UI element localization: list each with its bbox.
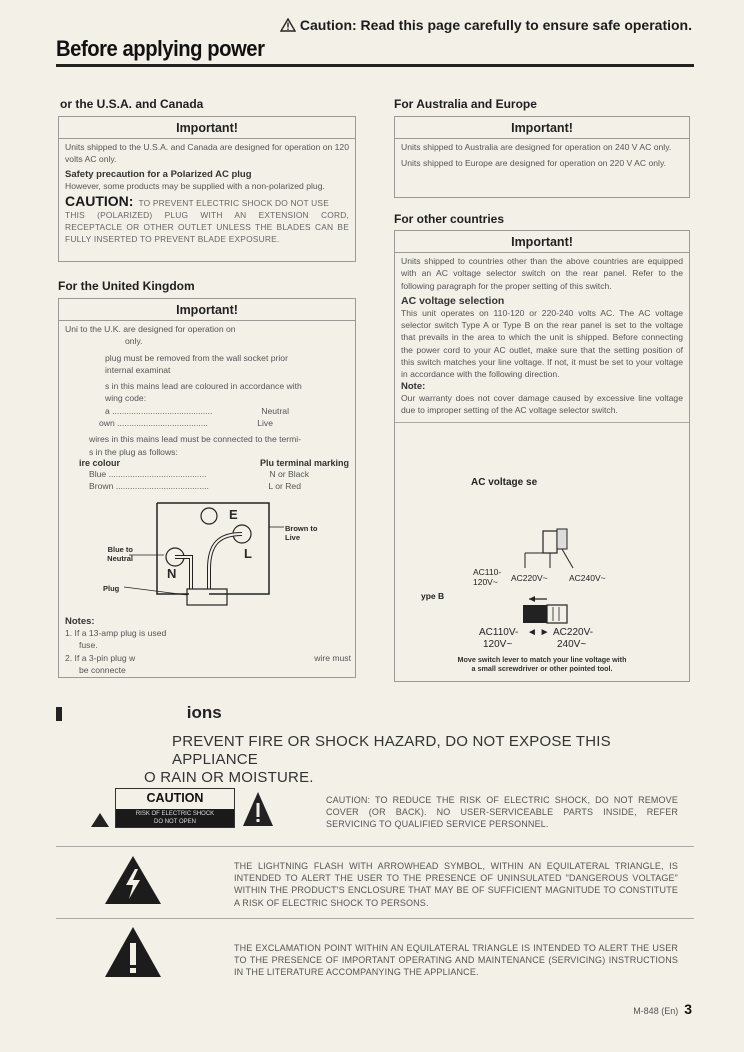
uk-row4 [65, 480, 349, 492]
title-rule [56, 64, 694, 67]
section-divider [56, 918, 694, 919]
box-divider [59, 138, 355, 139]
box-divider [59, 320, 355, 321]
type-b-right-line1: AC220V- [553, 627, 594, 638]
other-heading: For other countries [394, 212, 505, 226]
uk-row2 [65, 417, 349, 429]
page-footer [633, 1001, 692, 1017]
uk-line7: wires in this mains lead must be connected to the termi- [89, 434, 302, 445]
uk-box-title: Important! [176, 303, 238, 317]
safety-title-text: ions [186, 703, 222, 722]
uk-note2: 2. If a 3-pin plug w [65, 652, 136, 663]
type-b-selector-switch [517, 593, 577, 627]
small-lightning-triangle-icon [90, 812, 110, 828]
usa-subhead: Safety precaution for a Polarized AC plug [65, 168, 252, 180]
uk-line5: s in this mains lead are coloured in accordance with [105, 381, 302, 392]
caution-label-band2: DO NOT OPEN [154, 819, 196, 825]
aus-box-title: Important! [511, 121, 573, 135]
torn-glyph [56, 707, 62, 721]
other-box-title: Important! [511, 235, 573, 249]
other-note-head: Note: [401, 380, 426, 392]
live-terminal-label: L [244, 546, 252, 561]
caution-label-title: CAUTION [146, 791, 204, 805]
other-note-text: Our warranty does not cover damage caused by excessive line voltage due to improper setting of the AC voltage selector switch. [401, 392, 683, 415]
usa-heading: or the U.S.A. and Canada [60, 97, 204, 111]
uk-note2b: wire must [314, 652, 351, 663]
usa-caution-text2: THIS (POLARIZED) PLUG WITH AN EXTENSION CORD, RECEPTACLE OR OTHER OUTLET UNLESS THE BLADES CAN BE FULLY INSERTED TO PREVENT BLADE EXPOSURE. [65, 209, 349, 244]
page-number: 3 [684, 1001, 692, 1017]
lightning-warning-text: THE LIGHTNING FLASH WITH ARROWHEAD SYMBOL, WITHIN AN EQUILATERAL TRIANGLE, IS INTENDED TO ALERT THE USER TO THE PRESENCE OF UNINSULATED "DANGEROUS VOLTAGE" WITHIN THE PRODUCT'S ENCLOSURE THAT MAY BE OF SUFFICIENT MAGNITUDE TO CONSTITUTE A RISK OF ELECTRIC SHOCK TO PERSONS. [234, 861, 678, 908]
uk-note2c: be connecte [79, 664, 126, 675]
caution-banner [280, 17, 692, 33]
uk-line3: plug must be removed from the wall socket prior [105, 352, 288, 363]
uk-row1-left: a .......................................... [105, 405, 213, 416]
other-text2: This unit operates on 110-120 or 220-240 volts AC. The AC voltage selector switch Type A or Type B on the rear panel is set to the voltage that prevails in the area to which the unit is shipped. Before connecting the power cord to your AC outlet, make sure that the setting position of this switch matches your line voltage. If not, it must be set to your voltage in accordance with the following direction. [401, 307, 683, 380]
uk-row4-right: L or Red [268, 481, 301, 492]
switch-instruction-line2: a small screwdriver or other pointed tool. [471, 664, 613, 673]
hazard-warning [144, 733, 692, 787]
warning-triangle-icon [280, 18, 296, 32]
other-text1: Units shipped to countries other than the above countries are equipped with an AC voltage selector switch on the rear panel. Refer to the following paragraph for the proper setting of this switch. [401, 256, 683, 291]
hazard-line2: O RAIN OR MOISTURE. [144, 769, 314, 786]
caution-label-band [116, 809, 234, 827]
neutral-terminal-label: N [167, 566, 177, 581]
uk-important-box [58, 298, 356, 678]
uk-col-head-left: ire colour [79, 457, 121, 468]
lightning-triangle-icon [104, 855, 162, 905]
brown-live-label: Brown to Live [285, 524, 318, 542]
blue-neutral-label: Blue to Neutral [107, 545, 133, 563]
uk-col-head-right: Plu terminal marking [259, 457, 349, 468]
uk-line8: s in the plug as follows: [89, 446, 178, 457]
uk-col-head [65, 458, 349, 468]
caution-remove-cover-text: CAUTION: TO REDUCE THE RISK OF ELECTRIC SHOCK, DO NOT REMOVE COVER (OR BACK). NO USER-SERVICEABLE PARTS INSIDE, REFER SERVICING TO QUALIFIED SERVICE PERSONNEL. [326, 795, 678, 830]
box-divider [395, 138, 689, 139]
aus-text1: Units shipped to Australia are designed for operation on 240 V AC only. [401, 142, 672, 152]
uk-note2-row [65, 652, 351, 664]
type-b-left-line1: AC110V- [479, 627, 519, 638]
box-divider [395, 252, 689, 253]
other-important-box [394, 230, 690, 682]
box-divider [395, 422, 689, 423]
type-a-left-line2: 120V~ [473, 577, 498, 587]
usa-text1: Units shipped to the U.S.A. and Canada are designed for operation on 120 volts AC only. [65, 142, 349, 165]
uk-row1 [65, 405, 349, 417]
uk-line4: internal examinat [105, 364, 171, 375]
type-b-label: ype B [421, 591, 445, 601]
exclamation-warning-text: THE EXCLAMATION POINT WITHIN AN EQUILATERAL TRIANGLE IS INTENDED TO ALERT THE USER TO THE PRESENCE OF IMPORTANT OPERATING AND MAINTENANCE (SERVICING) INSTRUCTIONS IN THE LITERATURE ACCOMPANYING THE APPLIANCE. [234, 943, 678, 978]
type-b-right-label [553, 627, 593, 651]
type-a-left-label [473, 567, 501, 587]
model-code: M-848 (En) [633, 1006, 679, 1016]
usa-caution-text1: TO PREVENT ELECTRIC SHOCK DO NOT USE [138, 197, 329, 208]
switch-instruction-line1: Move switch lever to match your line voltage with [457, 655, 627, 664]
uk-note1b: fuse. [79, 640, 98, 651]
usa-important-box [58, 116, 356, 262]
caution-banner-text: Caution: Read this page carefully to ensure safe operation. [299, 17, 692, 33]
usa-caution-word: CAUTION: [65, 192, 134, 209]
exclamation-large-triangle-icon [104, 926, 162, 978]
usa-box-title: Important! [176, 121, 238, 135]
switch-instruction [395, 655, 689, 673]
uk-note1: 1. If a 13-amp plug is used [65, 628, 167, 638]
aus-text2: Units shipped to Europe are designed for operation on 220 V AC only. [401, 158, 666, 169]
usa-text2: However, some products may be supplied with a non-polarized plug. [65, 180, 325, 191]
uk-row1-right: Neutral [261, 405, 289, 416]
section-divider [56, 846, 694, 847]
hazard-line1: PREVENT FIRE OR SHOCK HAZARD, DO NOT EXPOSE THIS APPLIANCE [172, 733, 611, 768]
aus-important-box [394, 116, 690, 198]
uk-line1: Uni to the U.K. are designed for operation on [65, 324, 236, 334]
other-subhead: AC voltage selection [401, 294, 505, 307]
type-a-left-line1: AC110- [473, 567, 502, 577]
uk-heading: For the United Kingdom [58, 279, 195, 293]
uk-line6: wing code: [105, 393, 147, 404]
type-a-mid-label: AC220V~ [511, 573, 548, 583]
aus-heading: For Australia and Europe [394, 97, 537, 111]
uk-notes [65, 613, 351, 676]
type-a-selector-switch [505, 523, 595, 573]
uk-row2-right: Live [257, 418, 273, 429]
uk-row3-left: Blue ......................................... [89, 468, 207, 479]
earth-terminal-label: E [229, 507, 238, 522]
uk-row4-left: Brown ....................................... [89, 481, 209, 492]
type-b-right-line2: 240V~ [557, 639, 587, 650]
uk-notes-head: Notes: [65, 616, 95, 627]
caution-label-band1: RISK OF ELECTRIC SHOCK [135, 811, 215, 817]
voltage-diagram-title: AC voltage se [471, 477, 538, 488]
type-b-left-label [479, 627, 518, 651]
uk-row3 [65, 468, 349, 480]
safety-title [56, 703, 222, 723]
caution-label [115, 788, 235, 828]
uk-line2: only. [125, 336, 143, 347]
type-a-right-label: AC240V~ [569, 573, 606, 583]
page-title: Before applying power [56, 36, 265, 61]
uk-row3-right: N or Black [269, 468, 309, 479]
type-b-arrows: ◄ ► [527, 627, 550, 638]
type-b-left-line2: 120V~ [483, 639, 513, 650]
exclamation-triangle-icon [242, 790, 274, 828]
uk-row2-left: own ...................................... [99, 418, 208, 429]
plug-label: Plug [103, 584, 120, 593]
